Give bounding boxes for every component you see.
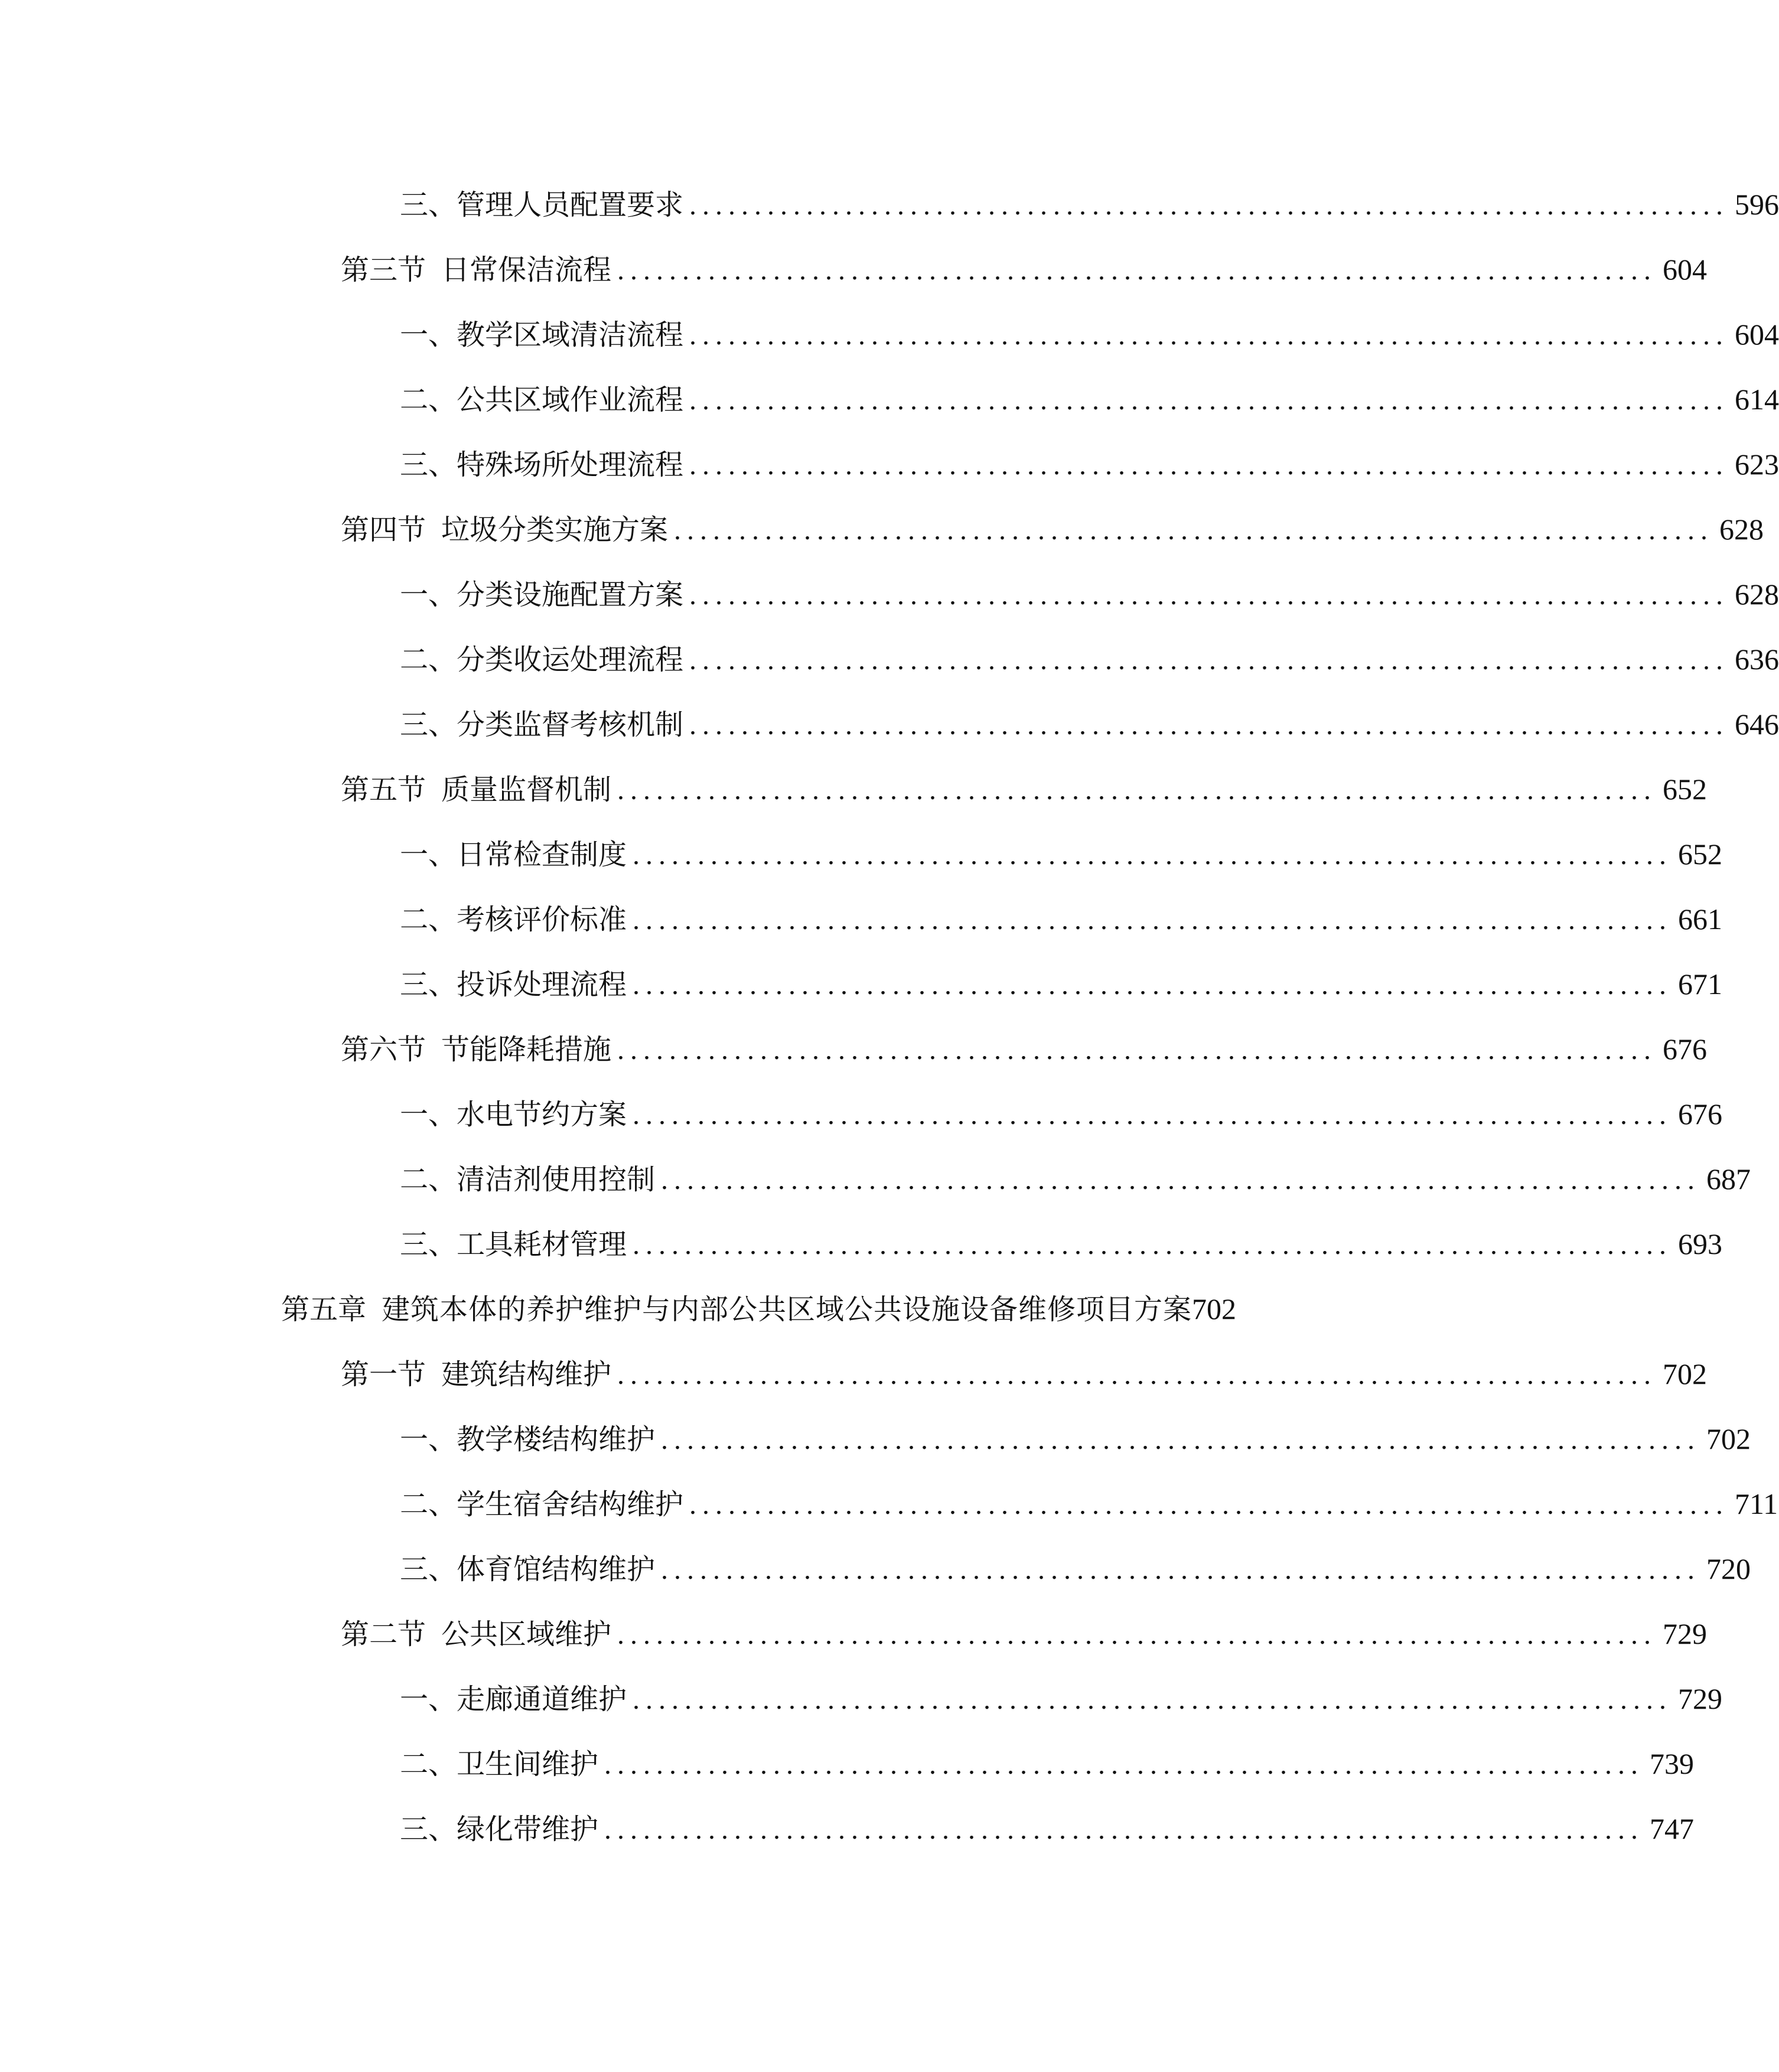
toc-page-number: 729 [1678, 1682, 1723, 1715]
toc-section-row [0, 1017, 1708, 1081]
toc-subsection-row [0, 887, 1723, 952]
dot-leader: ................................................................................ [689, 385, 1729, 416]
toc-page-number: 702 [1192, 1292, 1237, 1325]
dot-leader: ................................................................................ [661, 1554, 1701, 1585]
toc-entry-title: 日常检查制度 [457, 838, 627, 871]
toc-entry[interactable] [400, 952, 1723, 1018]
toc-entry-number: 二、 [400, 1163, 457, 1196]
dot-leader: ................................................................................ [689, 190, 1729, 221]
toc-entry-title: 日常保洁流程 [441, 253, 612, 286]
toc-entry-number: 三、 [400, 188, 457, 221]
toc-entry-number: 第一节 [341, 1358, 426, 1391]
toc-entry-title: 质量监督机制 [441, 773, 612, 806]
toc-entry-number: 第四节 [341, 513, 426, 546]
dot-leader: ................................................................................ [689, 579, 1729, 611]
toc-entry-number: 第二节 [341, 1618, 426, 1651]
toc-entry-title: 工具耗材管理 [457, 1228, 627, 1261]
toc-subsection-row [0, 692, 1779, 757]
toc-entry-title: 节能降耗措施 [441, 1033, 612, 1066]
toc-entry-title: 垃圾分类实施方案 [441, 513, 669, 546]
toc-entry-number: 第三节 [341, 253, 426, 286]
toc-entry[interactable] [400, 1796, 1695, 1862]
toc-subsection-row [0, 172, 1779, 237]
toc-entry-number: 三、 [400, 1228, 457, 1261]
toc-entry-title: 绿化带维护 [457, 1813, 599, 1846]
toc-entry[interactable] [341, 1017, 1708, 1083]
toc-entry[interactable] [341, 1341, 1708, 1408]
toc-entry-title: 公共区域维护 [441, 1618, 612, 1651]
toc-entry[interactable] [341, 1601, 1708, 1667]
dot-leader: ................................................................................ [617, 255, 1657, 286]
dot-leader: ................................................................................ [633, 839, 1673, 871]
toc-entry-number: 二、 [400, 1488, 457, 1521]
toc-page-number: 676 [1663, 1032, 1708, 1066]
dot-leader: ................................................................................ [661, 1424, 1701, 1455]
toc-page-number: 614 [1735, 383, 1779, 416]
toc-subsection-row [0, 432, 1779, 497]
dot-leader: ................................................................................ [633, 1684, 1673, 1715]
toc-subsection-row [0, 1536, 1751, 1601]
toc-entry[interactable] [400, 1666, 1723, 1732]
toc-entry-title: 建筑本体的养护维护与内部公共区域公共设施设备维修项目方案 [382, 1293, 1192, 1326]
toc-entry[interactable] [400, 1406, 1751, 1472]
toc-entry-number: 三、 [400, 708, 457, 741]
toc-subsection-row [0, 1146, 1751, 1211]
dot-leader: ................................................................................ [617, 1034, 1657, 1066]
toc-page-number: 729 [1663, 1617, 1708, 1650]
toc-entry[interactable] [281, 1276, 1241, 1342]
toc-entry-title: 公共区域作业流程 [457, 383, 684, 416]
toc-entry-title: 管理人员配置要求 [457, 188, 684, 221]
toc-page-number: 693 [1678, 1227, 1723, 1260]
toc-entry[interactable] [400, 367, 1779, 433]
dot-leader: ................................................................................ [689, 1489, 1729, 1520]
toc-entry-number: 第五节 [341, 773, 426, 806]
toc-page-number: 604 [1735, 318, 1779, 351]
toc-page-number: 628 [1719, 513, 1764, 546]
toc-subsection-row [0, 302, 1779, 367]
toc-entry-number: 第五章 [281, 1293, 367, 1326]
toc-entry-title: 体育馆结构维护 [457, 1553, 656, 1586]
table-of-contents [0, 172, 1779, 1861]
toc-page-number: 596 [1735, 188, 1779, 221]
toc-entry-number: 一、 [400, 1423, 457, 1456]
toc-page-number: 636 [1735, 643, 1779, 676]
toc-entry-number: 一、 [400, 1098, 457, 1131]
dot-leader: ................................................................................ [661, 1164, 1701, 1195]
toc-subsection-row [0, 1471, 1778, 1536]
toc-entry-number: 二、 [400, 903, 457, 936]
toc-page-number: 702 [1706, 1422, 1751, 1455]
toc-entry-number: 二、 [400, 383, 457, 416]
toc-entry-title: 教学楼结构维护 [457, 1423, 656, 1456]
toc-subsection-row [0, 1081, 1723, 1146]
toc-section-row [0, 497, 1764, 562]
toc-subsection-row [0, 1406, 1751, 1471]
toc-subsection-row [0, 1666, 1723, 1731]
toc-subsection-row [0, 952, 1723, 1017]
toc-page-number: 646 [1735, 708, 1779, 741]
toc-entry[interactable] [341, 237, 1708, 303]
toc-entry-title: 分类收运处理流程 [457, 643, 684, 676]
toc-entry-title: 投诉处理流程 [457, 968, 627, 1001]
toc-entry[interactable] [400, 1536, 1751, 1602]
toc-entry-title: 考核评价标准 [457, 903, 627, 936]
toc-page-number: 661 [1678, 903, 1723, 936]
toc-entry-title: 走廊通道维护 [457, 1683, 627, 1716]
toc-subsection-row [0, 562, 1779, 627]
toc-entry[interactable] [341, 757, 1708, 823]
toc-entry[interactable] [341, 497, 1764, 563]
dot-leader: ................................................................................ [689, 449, 1729, 481]
toc-section-row [0, 757, 1708, 822]
toc-entry-number: 一、 [400, 838, 457, 871]
toc-entry-number: 三、 [400, 968, 457, 1001]
toc-page-number: 652 [1678, 838, 1723, 871]
toc-entry[interactable] [400, 562, 1779, 628]
toc-entry-number: 三、 [400, 448, 457, 481]
dot-leader: ................................................................................ [633, 904, 1673, 936]
toc-page-number: 687 [1706, 1162, 1751, 1195]
toc-page-number: 623 [1735, 448, 1779, 481]
toc-page-number: 671 [1678, 967, 1723, 1001]
toc-entry[interactable] [400, 1471, 1778, 1537]
toc-entry[interactable] [400, 1081, 1723, 1148]
toc-subsection-row [0, 1796, 1695, 1861]
toc-entry-number: 一、 [400, 1683, 457, 1716]
toc-page-number: 747 [1650, 1812, 1695, 1845]
toc-entry-number: 二、 [400, 643, 457, 676]
dot-leader: ................................................................................ [617, 1359, 1657, 1390]
toc-entry-number: 一、 [400, 578, 457, 611]
toc-entry-title: 水电节约方案 [457, 1098, 627, 1131]
toc-page-number: 676 [1678, 1097, 1723, 1131]
dot-leader: ................................................................................ [604, 1749, 1644, 1780]
toc-page-number: 739 [1650, 1747, 1695, 1780]
toc-entry-number: 三、 [400, 1553, 457, 1586]
toc-subsection-row [0, 1731, 1695, 1796]
toc-entry-title: 建筑结构维护 [441, 1358, 612, 1391]
toc-page-number: 711 [1735, 1487, 1778, 1520]
toc-entry-title: 分类监督考核机制 [457, 708, 684, 741]
toc-entry-title: 卫生间维护 [457, 1748, 599, 1781]
toc-entry[interactable] [400, 432, 1779, 498]
toc-subsection-row [0, 822, 1723, 887]
toc-subsection-row [0, 1211, 1723, 1276]
toc-entry-number: 第六节 [341, 1033, 426, 1066]
toc-entry-title: 分类设施配置方案 [457, 578, 684, 611]
dot-leader: ................................................................................ [617, 1619, 1657, 1650]
dot-leader: ................................................................................ [617, 774, 1657, 806]
dot-leader: ................................................................................ [633, 969, 1673, 1001]
dot-leader: ................................................................................ [633, 1099, 1673, 1131]
dot-leader: ................................................................................ [674, 514, 1714, 546]
toc-entry-number: 一、 [400, 318, 457, 351]
toc-entry[interactable] [400, 1731, 1695, 1797]
toc-chapter-row [0, 1276, 1465, 1341]
dot-leader: ................................................................................ [689, 320, 1729, 351]
dot-leader: ................................................................................ [604, 1814, 1644, 1845]
toc-page-number: 720 [1706, 1552, 1751, 1585]
toc-page-number: 604 [1663, 253, 1708, 286]
dot-leader: ................................................................................ [633, 1229, 1673, 1260]
toc-entry[interactable] [400, 302, 1779, 368]
toc-subsection-row [0, 367, 1779, 432]
toc-entry-title: 教学区域清洁流程 [457, 318, 684, 351]
dot-leader: ................................................................................ [689, 709, 1729, 741]
toc-entry-number: 二、 [400, 1748, 457, 1781]
toc-page-number: 628 [1735, 578, 1779, 611]
toc-entry-title: 特殊场所处理流程 [457, 448, 684, 481]
toc-entry[interactable] [400, 627, 1779, 693]
toc-entry-title: 清洁剂使用控制 [457, 1163, 656, 1196]
toc-page-number: 652 [1663, 773, 1708, 806]
toc-section-row [0, 1601, 1708, 1666]
toc-page-number: 702 [1663, 1357, 1708, 1390]
toc-section-row [0, 237, 1708, 302]
toc-entry-number: 三、 [400, 1813, 457, 1846]
toc-subsection-row [0, 627, 1779, 692]
toc-entry[interactable] [400, 822, 1723, 888]
toc-entry[interactable] [400, 887, 1723, 953]
toc-section-row [0, 1341, 1708, 1406]
toc-entry[interactable] [400, 1146, 1751, 1213]
toc-entry-title: 学生宿舍结构维护 [457, 1488, 684, 1521]
toc-entry[interactable] [400, 1211, 1723, 1278]
toc-entry[interactable] [400, 692, 1779, 758]
dot-leader: ................................................................................ [689, 644, 1729, 676]
toc-entry[interactable] [400, 172, 1779, 238]
